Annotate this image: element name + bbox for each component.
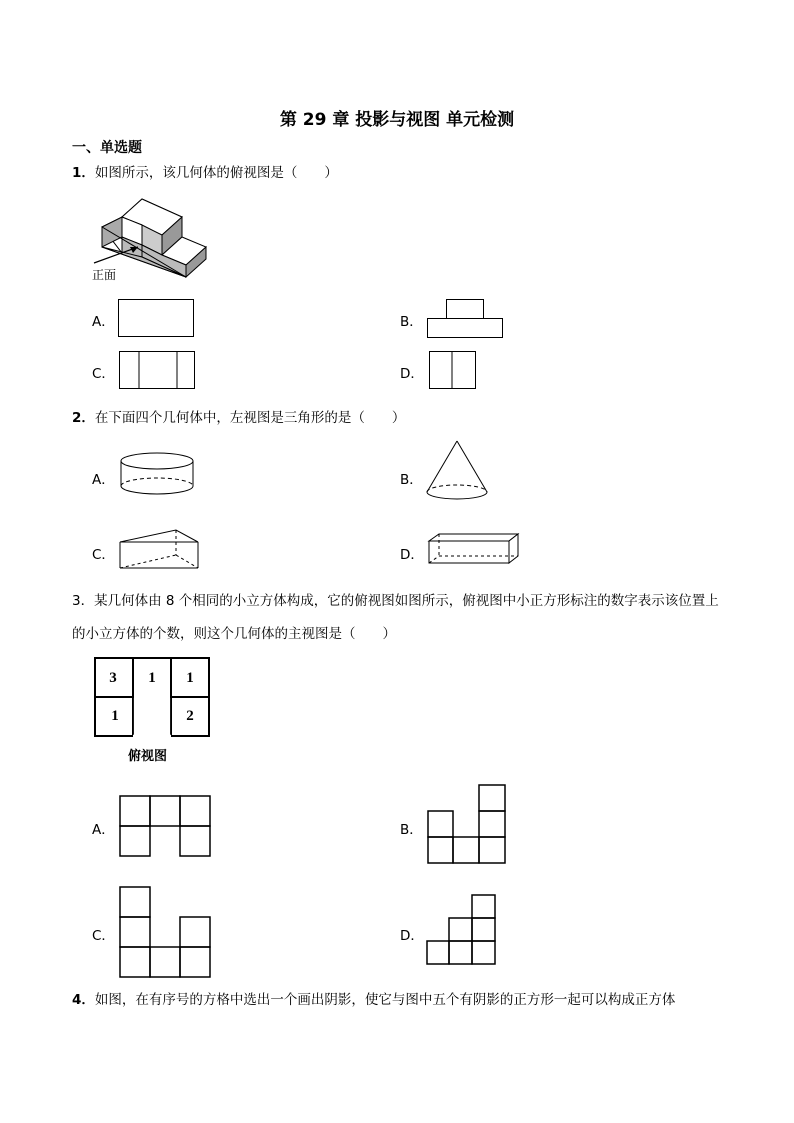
option-a-label: A． <box>92 472 115 488</box>
grid-number: 1 <box>148 670 156 686</box>
option-b-label: B． <box>400 472 423 488</box>
cone-figure <box>425 440 489 502</box>
q1-option-a-figure <box>118 299 194 339</box>
question-text: 某几何体由 8 个相同的小立方体构成，它的俯视图如图所示，俯视图中小正方形标注的数字表示该位置上的小立方体的个数，则这个几何体的主视图是（ ） <box>72 593 719 642</box>
question-text: 在下面四个几何体中，左视图是三角形的是（ ） <box>94 410 406 426</box>
q3-option-c-figure <box>119 886 213 980</box>
grid-number: 1 <box>111 708 119 724</box>
question-3 <box>72 585 732 651</box>
option-a-label: A． <box>92 314 115 330</box>
option-d-label: D． <box>400 547 424 563</box>
cylinder-figure <box>120 452 196 498</box>
option-c-label: C． <box>92 928 115 944</box>
grid-number: 2 <box>186 708 194 724</box>
option-c-label: C． <box>92 547 115 563</box>
option-c-label: C． <box>92 366 115 382</box>
option-d-label: D． <box>400 928 424 944</box>
q1-option-d-figure <box>429 351 479 391</box>
page-title: 第 29 章 投影与视图 单元检测 <box>279 110 515 130</box>
triangular-prism-figure <box>119 528 199 570</box>
section-heading: 一、单选题 <box>72 140 142 156</box>
front-label: 正面 <box>92 268 117 282</box>
grid-number: 3 <box>109 670 117 686</box>
q1-option-b-figure <box>427 299 503 339</box>
question-number: 4． <box>72 992 95 1008</box>
question-1 <box>72 163 338 183</box>
option-b-label: B． <box>400 314 423 330</box>
cuboid-figure <box>428 533 520 565</box>
option-b-label: B． <box>400 822 423 838</box>
question-4 <box>72 990 732 1010</box>
question-number: 1． <box>72 165 95 181</box>
q3-option-d-figure <box>426 894 498 968</box>
top-view-label: 俯视图 <box>128 749 168 764</box>
question-number: 3． <box>72 593 95 609</box>
option-a-label: A． <box>92 822 115 838</box>
grid-number: 1 <box>186 670 194 686</box>
q3-option-b-figure <box>427 784 509 866</box>
option-d-label: D． <box>400 366 424 382</box>
q3-option-a-figure <box>119 795 213 859</box>
question-2 <box>72 408 405 428</box>
question-number: 2． <box>72 410 95 426</box>
question-text: 如图，在有序号的方格中选出一个画出阴影，使它与图中五个有阴影的正方形一起可以构成正方体 <box>94 992 676 1008</box>
question-text: 如图所示，该几何体的俯视图是（ ） <box>94 165 338 181</box>
q1-option-c-figure <box>119 351 195 391</box>
